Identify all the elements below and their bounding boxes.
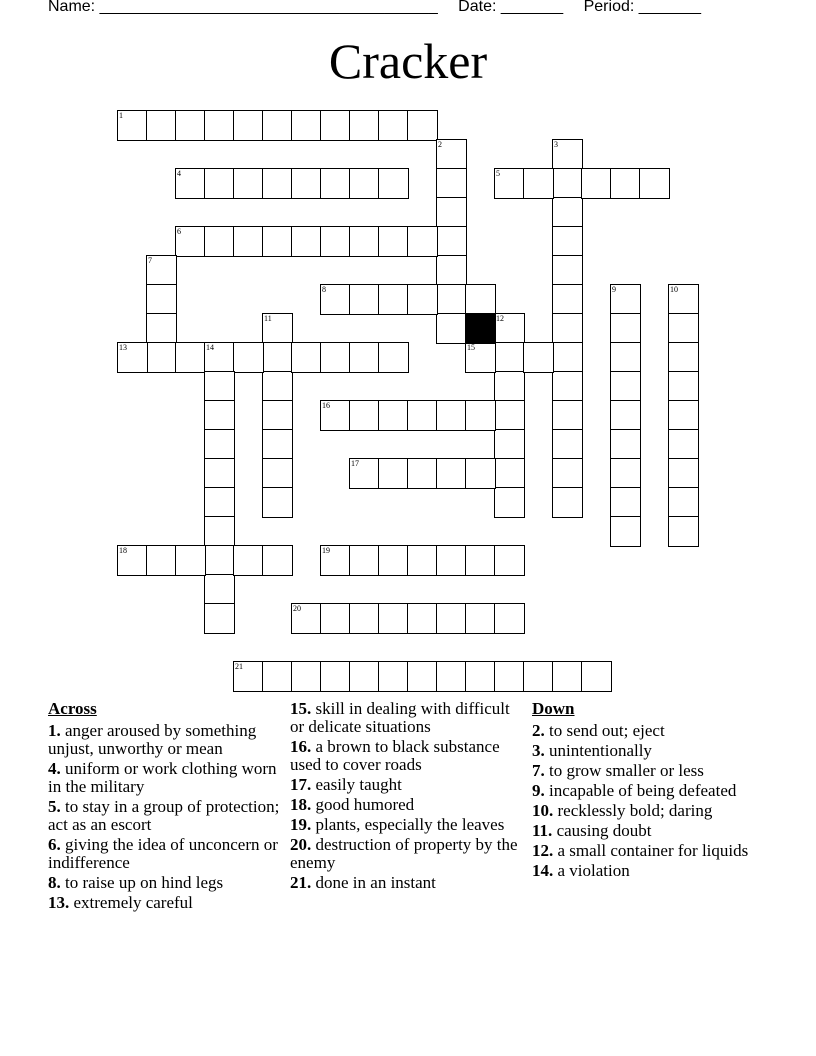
grid-cell[interactable] [117, 110, 148, 141]
grid-cell[interactable] [494, 371, 525, 402]
clue-item [48, 798, 280, 834]
grid-cell[interactable] [668, 429, 699, 460]
grid-cell[interactable] [175, 545, 206, 576]
grid-cell[interactable] [204, 400, 235, 431]
clue-text: to raise up on hind legs [65, 873, 224, 892]
grid-cell[interactable] [436, 284, 467, 315]
grid-cell[interactable] [465, 458, 496, 489]
grid-cell[interactable] [407, 226, 438, 257]
grid-cell[interactable] [436, 255, 467, 286]
grid-cell[interactable] [262, 371, 293, 402]
clue-number: 8. [48, 873, 61, 892]
grid-cell[interactable] [668, 313, 699, 344]
across-clue-list-continued [290, 700, 520, 892]
grid-cell[interactable] [349, 110, 380, 141]
cell-number: 18 [119, 546, 127, 555]
grid-cell[interactable] [378, 284, 409, 315]
clue-item [532, 742, 762, 760]
grid-cell[interactable] [262, 342, 293, 373]
grid-cell[interactable] [436, 603, 467, 634]
grid-cell[interactable] [204, 226, 235, 257]
clue-item [48, 874, 280, 892]
grid-cell[interactable] [610, 371, 641, 402]
cell-number: 7 [148, 256, 152, 265]
grid-cell[interactable] [494, 342, 525, 373]
clue-item [532, 722, 762, 740]
grid-cell[interactable] [610, 458, 641, 489]
grid-cell[interactable] [668, 284, 699, 315]
clue-number: 7. [532, 761, 545, 780]
grid-cell[interactable] [349, 342, 380, 373]
cell-number: 16 [322, 401, 330, 410]
grid-cell[interactable] [610, 313, 641, 344]
grid-cell[interactable] [175, 226, 206, 257]
grid-cell[interactable] [552, 429, 583, 460]
clue-number: 21. [290, 873, 312, 892]
grid-cell[interactable] [175, 168, 206, 199]
clue-number: 17. [290, 775, 312, 794]
black-cell [465, 313, 496, 344]
grid-cell[interactable] [204, 371, 235, 402]
grid-cell[interactable] [465, 342, 496, 373]
grid-cell[interactable] [436, 168, 467, 199]
cell-number: 19 [322, 546, 330, 555]
cell-number: 1 [119, 111, 123, 120]
grid-cell[interactable] [523, 342, 554, 373]
grid-cell[interactable] [378, 400, 409, 431]
grid-cell[interactable] [610, 487, 641, 518]
grid-cell[interactable] [349, 603, 380, 634]
grid-cell[interactable] [436, 400, 467, 431]
clue-text: done in an instant [315, 873, 436, 892]
clue-text: a brown to black substance used to cover roads [290, 737, 500, 774]
grid-cell[interactable] [668, 516, 699, 547]
grid-cell[interactable] [320, 400, 351, 431]
clue-number: 2. [532, 721, 545, 740]
grid-cell[interactable] [262, 487, 293, 518]
grid-cell[interactable] [610, 429, 641, 460]
clue-number: 11. [532, 821, 553, 840]
grid-cell[interactable] [523, 168, 554, 199]
clue-item [290, 796, 520, 814]
grid-cell[interactable] [349, 168, 380, 199]
clue-item [532, 782, 762, 800]
clue-item [532, 862, 762, 880]
grid-cell[interactable] [581, 661, 612, 692]
grid-cell[interactable] [233, 110, 264, 141]
grid-cell[interactable] [552, 197, 583, 228]
clue-item [532, 842, 762, 860]
grid-cell[interactable] [262, 226, 293, 257]
grid-cell[interactable] [436, 313, 467, 344]
grid-cell[interactable] [378, 168, 409, 199]
grid-cell[interactable] [465, 284, 496, 315]
grid-cell[interactable] [552, 139, 583, 170]
grid-cell[interactable] [117, 545, 148, 576]
grid-cell[interactable] [146, 255, 177, 286]
grid-cell[interactable] [320, 342, 351, 373]
clue-number: 19. [290, 815, 312, 834]
clue-item [48, 894, 280, 912]
cell-number: 8 [322, 285, 326, 294]
grid-cell[interactable] [407, 661, 438, 692]
clue-text: unintentionally [549, 741, 652, 760]
grid-cell[interactable] [610, 168, 641, 199]
cell-number: 15 [467, 343, 475, 352]
grid-cell[interactable] [233, 168, 264, 199]
grid-cell[interactable] [349, 226, 380, 257]
clue-text: to send out; eject [549, 721, 665, 740]
grid-cell[interactable] [378, 226, 409, 257]
clue-text: uniform or work clothing worn in the military [48, 759, 277, 796]
clue-number: 6. [48, 835, 61, 854]
date-field[interactable]: Date: _______ [458, 0, 564, 15]
grid-cell[interactable] [552, 168, 583, 199]
grid-cell[interactable] [436, 545, 467, 576]
period-field[interactable]: Period: _______ [583, 0, 702, 15]
grid-cell[interactable] [610, 284, 641, 315]
grid-cell[interactable] [320, 603, 351, 634]
grid-cell[interactable] [465, 661, 496, 692]
grid-cell[interactable] [262, 458, 293, 489]
grid-cell[interactable] [494, 661, 525, 692]
clue-number: 16. [290, 737, 312, 756]
clue-item [290, 874, 520, 892]
grid-cell[interactable] [407, 545, 438, 576]
grid-cell[interactable] [552, 458, 583, 489]
clue-text: to grow smaller or less [549, 761, 704, 780]
cell-number: 4 [177, 169, 181, 178]
grid-cell[interactable] [378, 110, 409, 141]
grid-cell[interactable] [233, 342, 264, 373]
across-clue-list [48, 722, 280, 912]
grid-cell[interactable] [552, 661, 583, 692]
grid-cell[interactable] [494, 458, 525, 489]
grid-cell[interactable] [494, 487, 525, 518]
grid-cell[interactable] [204, 516, 235, 547]
clue-text: causing doubt [556, 821, 652, 840]
cell-number: 9 [612, 285, 616, 294]
grid-cell[interactable] [436, 197, 467, 228]
grid-cell[interactable] [349, 400, 380, 431]
clue-text: good humored [315, 795, 415, 814]
grid-cell[interactable] [291, 603, 322, 634]
down-heading: Down [532, 699, 575, 718]
grid-cell[interactable] [494, 603, 525, 634]
grid-cell[interactable] [436, 458, 467, 489]
grid-cell[interactable] [407, 284, 438, 315]
grid-cell[interactable] [175, 110, 206, 141]
grid-cell[interactable] [349, 661, 380, 692]
grid-cell[interactable] [320, 284, 351, 315]
clue-text: extremely careful [73, 893, 193, 912]
grid-cell[interactable] [407, 110, 438, 141]
grid-cell[interactable] [291, 661, 322, 692]
grid-cell[interactable] [552, 313, 583, 344]
clue-item [290, 836, 520, 872]
grid-cell[interactable] [436, 661, 467, 692]
grid-cell[interactable] [204, 342, 235, 373]
grid-cell[interactable] [494, 313, 525, 344]
grid-cell[interactable] [146, 110, 177, 141]
grid-cell[interactable] [233, 226, 264, 257]
grid-cell[interactable] [523, 661, 554, 692]
grid-cell[interactable] [668, 400, 699, 431]
down-clues-column [532, 700, 762, 882]
grid-cell[interactable] [262, 400, 293, 431]
grid-cell[interactable] [262, 110, 293, 141]
grid-cell[interactable] [349, 284, 380, 315]
clue-text: skill in dealing with difficult or delicate situations [290, 699, 510, 736]
clue-text: a small container for liquids [557, 841, 749, 860]
grid-cell[interactable] [494, 545, 525, 576]
grid-cell[interactable] [320, 226, 351, 257]
grid-cell[interactable] [465, 400, 496, 431]
grid-cell[interactable] [117, 342, 148, 373]
cell-number: 14 [206, 343, 214, 352]
grid-cell[interactable] [291, 226, 322, 257]
clue-text: incapable of being defeated [549, 781, 737, 800]
clue-item [290, 738, 520, 774]
clue-item [532, 822, 762, 840]
clue-text: anger aroused by something unjust, unworthy or mean [48, 721, 257, 758]
grid-cell[interactable] [552, 284, 583, 315]
across-clues-column-2 [290, 700, 520, 894]
grid-cell[interactable] [349, 458, 380, 489]
clue-text: destruction of property by the enemy [290, 835, 518, 872]
cell-number: 20 [293, 604, 301, 613]
clue-text: a violation [557, 861, 630, 880]
clue-item [48, 760, 280, 796]
cell-number: 11 [264, 314, 272, 323]
clue-text: plants, especially the leaves [315, 815, 505, 834]
grid-cell[interactable] [204, 110, 235, 141]
grid-cell[interactable] [233, 545, 264, 576]
grid-cell[interactable] [320, 110, 351, 141]
clue-item [532, 802, 762, 820]
clue-text: recklessly bold; daring [557, 801, 713, 820]
grid-cell[interactable] [204, 429, 235, 460]
grid-cell[interactable] [146, 545, 177, 576]
grid-cell[interactable] [378, 342, 409, 373]
clue-number: 20. [290, 835, 312, 854]
grid-cell[interactable] [378, 603, 409, 634]
grid-cell[interactable] [204, 574, 235, 605]
clue-item [290, 700, 520, 736]
cell-number: 5 [496, 169, 500, 178]
grid-cell[interactable] [204, 458, 235, 489]
clue-item [290, 776, 520, 794]
grid-cell[interactable] [175, 342, 206, 373]
clue-item [48, 722, 280, 758]
grid-cell[interactable] [262, 545, 293, 576]
grid-cell[interactable] [494, 400, 525, 431]
clue-number: 10. [532, 801, 554, 820]
grid-cell[interactable] [668, 487, 699, 518]
grid-cell[interactable] [552, 255, 583, 286]
grid-cell[interactable] [465, 545, 496, 576]
grid-cell[interactable] [291, 110, 322, 141]
across-clues-column-1 [48, 700, 280, 914]
name-field[interactable]: Name: ______________________________________ [48, 0, 438, 15]
grid-cell[interactable] [639, 168, 670, 199]
cell-number: 10 [670, 285, 678, 294]
grid-cell[interactable] [204, 168, 235, 199]
across-heading: Across [48, 699, 97, 718]
cell-number: 6 [177, 227, 181, 236]
grid-cell[interactable] [552, 487, 583, 518]
cell-number: 13 [119, 343, 127, 352]
grid-cell[interactable] [262, 313, 293, 344]
clue-item [290, 816, 520, 834]
grid-cell[interactable] [407, 458, 438, 489]
clue-number: 4. [48, 759, 61, 778]
down-clue-list [532, 722, 762, 880]
grid-cell[interactable] [436, 226, 467, 257]
grid-cell[interactable] [610, 516, 641, 547]
clue-item [48, 836, 280, 872]
grid-cell[interactable] [494, 429, 525, 460]
grid-cell[interactable] [262, 168, 293, 199]
clue-item [532, 762, 762, 780]
clue-number: 3. [532, 741, 545, 760]
clue-text: easily taught [315, 775, 402, 794]
clue-text: giving the idea of unconcern or indifference [48, 835, 278, 872]
grid-cell[interactable] [494, 168, 525, 199]
grid-cell[interactable] [262, 429, 293, 460]
grid-cell[interactable] [668, 342, 699, 373]
grid-cell[interactable] [378, 545, 409, 576]
clue-number: 1. [48, 721, 61, 740]
grid-cell[interactable] [378, 458, 409, 489]
cell-number: 3 [554, 140, 558, 149]
grid-cell[interactable] [291, 168, 322, 199]
grid-cell[interactable] [581, 168, 612, 199]
grid-cell[interactable] [320, 168, 351, 199]
clue-number: 13. [48, 893, 70, 912]
cell-number: 21 [235, 662, 243, 671]
clue-text: to stay in a group of protection; act as an escort [48, 797, 280, 834]
clue-number: 9. [532, 781, 545, 800]
grid-cell[interactable] [204, 603, 235, 634]
grid-cell[interactable] [378, 661, 409, 692]
grid-cell[interactable] [349, 545, 380, 576]
clue-number: 5. [48, 797, 61, 816]
clue-number: 14. [532, 861, 554, 880]
cell-number: 2 [438, 140, 442, 149]
grid-cell[interactable] [146, 284, 177, 315]
grid-cell[interactable] [233, 661, 264, 692]
grid-cell[interactable] [320, 545, 351, 576]
grid-cell[interactable] [291, 342, 322, 373]
grid-cell[interactable] [146, 342, 177, 373]
grid-cell[interactable] [552, 226, 583, 257]
cell-number: 12 [496, 314, 504, 323]
grid-cell[interactable] [610, 400, 641, 431]
grid-cell[interactable] [552, 400, 583, 431]
grid-cell[interactable] [204, 487, 235, 518]
grid-cell[interactable] [204, 545, 235, 576]
grid-cell[interactable] [668, 371, 699, 402]
grid-cell[interactable] [262, 661, 293, 692]
puzzle-title: Cracker [328, 33, 488, 89]
grid-cell[interactable] [320, 661, 351, 692]
grid-cell[interactable] [552, 371, 583, 402]
grid-cell[interactable] [407, 603, 438, 634]
clue-number: 15. [290, 699, 312, 718]
clue-number: 18. [290, 795, 312, 814]
grid-cell[interactable] [668, 458, 699, 489]
grid-cell[interactable] [610, 342, 641, 373]
grid-cell[interactable] [465, 603, 496, 634]
grid-cell[interactable] [552, 342, 583, 373]
grid-cell[interactable] [407, 400, 438, 431]
cell-number: 17 [351, 459, 359, 468]
grid-cell[interactable] [146, 313, 177, 344]
grid-cell[interactable] [436, 139, 467, 170]
clue-number: 12. [532, 841, 554, 860]
